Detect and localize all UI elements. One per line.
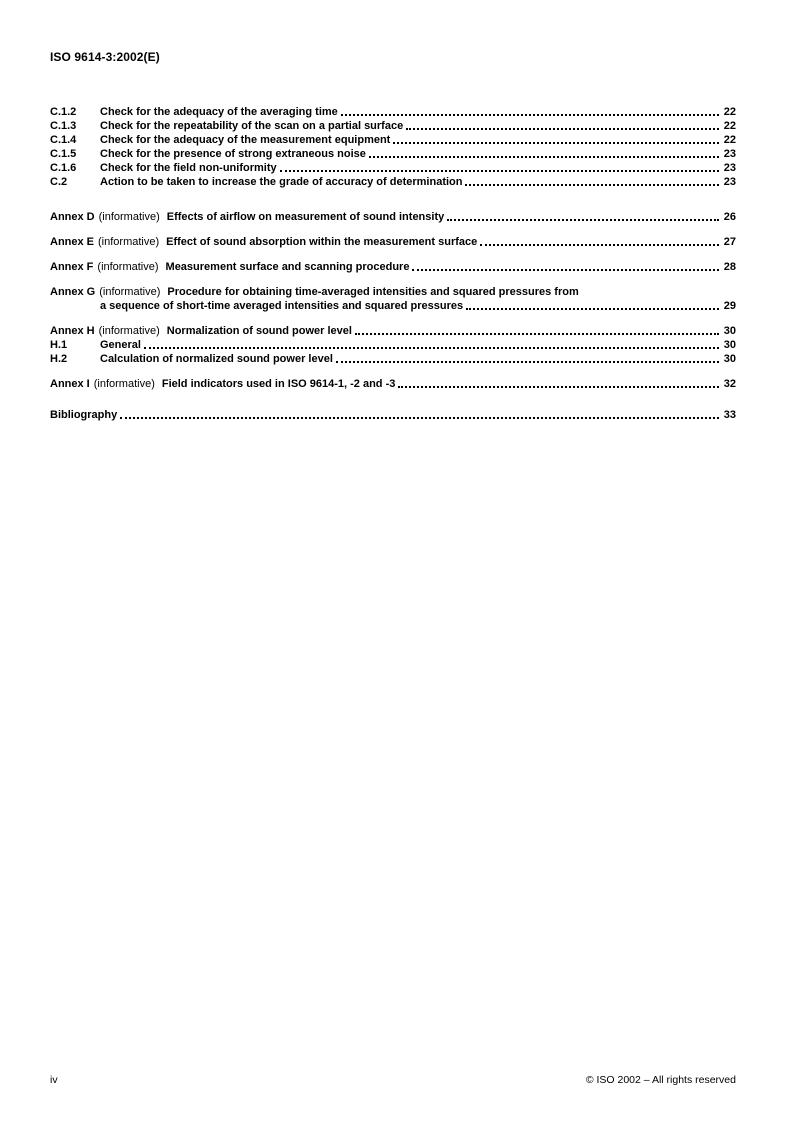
toc-entry-title: Action to be taken to increase the grade of accuracy of determination: [100, 176, 463, 188]
toc-entry-title: Field indicators used in ISO 9614-1, -2 and -3: [161, 378, 396, 390]
toc-entry-number: C.1.2: [50, 106, 77, 118]
toc-entry-page: 27: [723, 236, 736, 248]
toc-dot-leader: [355, 333, 719, 335]
toc-entry-page: 30: [723, 339, 736, 351]
toc-entry-number: H.1: [50, 339, 68, 351]
toc-entry-title: Check for the repeatability of the scan on a partial surface: [100, 120, 404, 132]
toc-entry-c2: [50, 175, 736, 189]
toc-entry-title: Check for the field non-uniformity: [100, 162, 277, 174]
toc-entry-page: 30: [723, 325, 736, 337]
toc-dot-leader: [398, 386, 719, 388]
toc-entry-annex-e: [50, 235, 736, 249]
toc-entry-c1-2: [50, 105, 736, 119]
toc-annex-name: Annex I: [50, 378, 90, 390]
toc-entry-h1: [50, 338, 736, 352]
toc-entry-title: Normalization of sound power level: [166, 325, 352, 337]
toc-annex-qualifier: (informative): [98, 211, 160, 223]
toc-annex-qualifier: (informative): [93, 378, 155, 390]
toc-dot-leader: [393, 142, 719, 144]
toc-dot-leader: [466, 308, 719, 310]
toc-annex-name: Annex E: [50, 236, 95, 248]
toc-dot-leader: [406, 128, 719, 130]
toc-entry-number: C.1.5: [50, 148, 77, 160]
toc-entry-title: Effect of sound absorption within the measurement surface: [166, 236, 478, 248]
toc-entry-title: Effects of airflow on measurement of sound intensity: [166, 211, 445, 223]
toc-entry-annex-f: [50, 260, 736, 274]
toc-annex-qualifier: (informative): [98, 325, 160, 337]
document-footer: [50, 1074, 736, 1086]
toc-entry-title: Check for the adequacy of the measurement equipment: [100, 134, 391, 146]
toc-dot-leader: [412, 269, 719, 271]
toc-entry-annex-i: [50, 377, 736, 391]
toc-entry-title: Calculation of normalized sound power level: [100, 353, 333, 365]
toc-entry-number: H.2: [50, 353, 68, 365]
toc-entry-page: 22: [723, 106, 736, 118]
toc-entry-title: a sequence of short-time averaged intensities and squared pressures: [100, 300, 464, 312]
toc-entry-number: C.2: [50, 176, 68, 188]
toc-entry-page: 32: [723, 378, 736, 390]
toc-entry-c1-5: [50, 147, 736, 161]
toc-entry-page: 23: [723, 176, 736, 188]
toc-entry-h2: [50, 352, 736, 366]
toc-entry-c1-4: [50, 133, 736, 147]
toc-entry-annex-d: [50, 210, 736, 224]
toc-dot-leader: [144, 347, 719, 349]
toc-annex-name: Annex G: [50, 286, 96, 298]
toc-dot-leader: [465, 184, 719, 186]
toc-entry-title: Check for the adequacy of the averaging time: [100, 106, 338, 118]
toc-entry-title: Procedure for obtaining time-averaged intensities and squared pressures from: [167, 286, 579, 298]
toc-annex-name: Annex F: [50, 261, 94, 273]
toc-entry-title: Bibliography: [50, 409, 118, 421]
toc-entry-page: 33: [723, 409, 736, 421]
document-header-title: ISO 9614-3:2002(E): [50, 50, 160, 64]
toc-entry-page: 22: [723, 120, 736, 132]
toc-dot-leader: [447, 219, 719, 221]
toc-entry-page: 22: [723, 134, 736, 146]
toc-annex-qualifier: (informative): [97, 261, 159, 273]
toc-annex-qualifier: (informative): [99, 286, 161, 298]
toc-entry-number: C.1.6: [50, 162, 77, 174]
toc-entry-annex-h: [50, 324, 736, 338]
toc-entry-page: 23: [723, 148, 736, 160]
toc-entry-title: Measurement surface and scanning procedure: [165, 261, 410, 273]
toc-entry-c1-6: [50, 161, 736, 175]
toc-dot-leader: [280, 170, 719, 172]
toc-entry-page: 28: [723, 261, 736, 273]
toc-entry-page: 23: [723, 162, 736, 174]
toc-dot-leader: [341, 114, 719, 116]
table-of-contents: [50, 105, 736, 422]
toc-entry-bibliography: [50, 408, 736, 422]
toc-annex-name: Annex D: [50, 211, 95, 223]
footer-page-number: iv: [50, 1074, 58, 1086]
toc-entry-title: General: [100, 339, 141, 351]
toc-entry-annex-g-line2: [50, 299, 736, 313]
toc-entry-title: Check for the presence of strong extraneous noise: [100, 148, 366, 160]
toc-entry-page: 30: [723, 353, 736, 365]
toc-entry-page: 26: [723, 211, 736, 223]
toc-entry-number: C.1.4: [50, 134, 77, 146]
footer-copyright: © ISO 2002 – All rights reserved: [585, 1074, 736, 1086]
toc-dot-leader: [369, 156, 719, 158]
toc-entry-number: C.1.3: [50, 120, 77, 132]
toc-annex-name: Annex H: [50, 325, 95, 337]
toc-annex-qualifier: (informative): [98, 236, 160, 248]
toc-entry-page: 29: [723, 300, 736, 312]
toc-dot-leader: [480, 244, 719, 246]
toc-dot-leader: [120, 417, 719, 419]
toc-entry-c1-3: [50, 119, 736, 133]
toc-dot-leader: [336, 361, 719, 363]
toc-entry-annex-g-line1: [50, 285, 736, 299]
